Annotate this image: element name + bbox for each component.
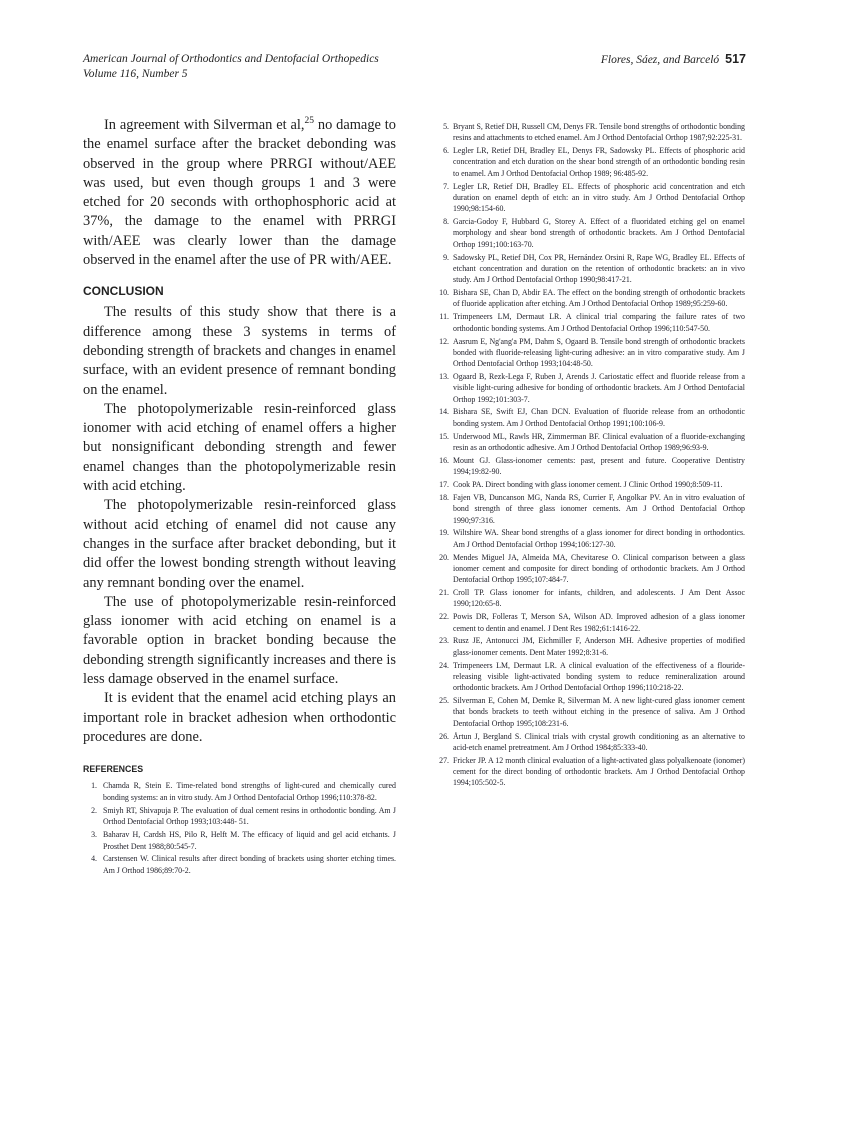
right-column xyxy=(436,121,745,790)
reference-number: 21. xyxy=(439,588,449,598)
references-list-left xyxy=(83,780,396,877)
reference-text: Fajen VB, Duncanson MG, Nanda RS, Currier F, Angolkar PV. An in vitro evaluation of bond strength of three glass ionomer cements. Am J Orthod Dentofacial Orthop 1990;97:316. xyxy=(453,492,745,525)
reference-text: Garcia-Godoy F, Hubbard G, Storey A. Effect of a fluoridated etching gel on enamel morphology and shear bond strength of orthodontic brackets. Am J Orthod Dentofacial Orthop 1991;100:163-70. xyxy=(453,217,745,249)
journal-volume: Volume 116, Number 5 xyxy=(83,68,188,80)
reference-text: Legler LR, Retief DH, Bradley EL. Effects of phosphoric acid concentration and etch duration on enamel depth of etch: an in vitro study. Am J Orthod Dentofacial Orthop 1990;98:154-60. xyxy=(453,181,745,214)
reference-item xyxy=(436,252,745,286)
text-run: no damage to the enamel surface after the bracket debonding was observed in the group where PRRGI without/AEE was used, but even though groups 1 and 3 were etched for 20 seconds with orthophosphoric acid at 37%, the damage to the enamel with PRRGI with/AEE was clearly lower than the damage observed in the enamel after the use of PR with/AEE. xyxy=(83,117,396,269)
reference-number: 18. xyxy=(439,492,449,502)
reference-item xyxy=(436,336,745,370)
reference-item xyxy=(436,455,745,478)
reference-number: 1. xyxy=(91,781,97,791)
reference-item xyxy=(436,635,745,658)
reference-item xyxy=(83,853,396,876)
running-header-left xyxy=(83,52,379,82)
reference-item xyxy=(436,731,745,754)
conclusion-paragraph: The results of this study show that there is a difference among these 3 systems in terms of debonding strength of brackets and changes in enamel surface, with an evident presence of remnant bonding on the enamel. xyxy=(83,304,396,398)
reference-number: 8. xyxy=(443,217,449,227)
intro-paragraph xyxy=(83,116,396,270)
reference-number: 17. xyxy=(439,480,449,490)
running-header-right xyxy=(601,52,746,68)
reference-item xyxy=(436,660,745,694)
reference-number: 22. xyxy=(439,612,449,622)
reference-text: Fricker JP. A 12 month clinical evaluation of a light-activated glass polyalkenoate (ionomer) cement for the direct bonding of orthodontic brackets. Am J Orthod Dentofacial Orthop 1994;105:502-5. xyxy=(453,755,745,788)
reference-item xyxy=(436,216,745,250)
conclusion-heading: CONCLUSION xyxy=(83,284,164,299)
reference-text: Legler LR, Retief DH, Bradley EL, Denys FR, Sadowsky PL. Effects of phosphoric acid concentration and etch duration on the shear bond strength of an orthodontic bonding resin to enamel. Am J Orthod Dentofacial Orthop 1989; 96:485-92. xyxy=(453,146,745,178)
reference-text: Sadowsky PL, Retief DH, Cox PR, Hernández Orsini R, Rape WG, Bradley EL. Effects of etchant concentration and duration on the retention of orthodontic brackets: an in vivo study. Am J Orthod Dentofacial Orthop 1990;98:417-21. xyxy=(453,252,745,285)
reference-text: Smiyh RT, Shivapuja P. The evaluation of dual cement resins in orthodontic bonding. Am J Orthod Dentofacial Orthop 1993;103:448- 51. xyxy=(103,805,396,827)
reference-text: Mendes Miguel JA, Almeida MA, Chevitarese O. Clinical comparison between a glass ionomer cement and composite for direct bonding of orthodontic brackets. Am J Orthod Dentofacial Orthop 1995;107:484-7. xyxy=(453,552,745,585)
references-list-right xyxy=(436,121,745,789)
conclusion-paragraph: It is evident that the enamel acid etching plays an important role in bracket adhesion when orthodontic procedures are done. xyxy=(83,690,396,745)
reference-text: Silverman E, Cohen M, Demke R, Silverman M. A new light-cured glass ionomer cement that bonds brackets to teeth without etching in the presence of saliva. Am J Orthod Dentofacial Orthop 1995;108:231-6. xyxy=(453,696,745,728)
reference-item xyxy=(83,829,396,852)
reference-item xyxy=(436,479,745,490)
reference-text: Trimpeneers LM, Dermaut LR. A clinical evaluation of the effectiveness of a flouride-releasing visible light-activated bonding system to reduce remineralization around orthodontic brackets. Am J Orthod Dentofacial Orthop 1996;110:218-22. xyxy=(453,660,745,693)
reference-number: 9. xyxy=(443,252,449,262)
journal-title: American Journal of Orthodontics and Dentofacial Orthopedics xyxy=(83,53,379,65)
reference-text: Ogaard B, Rezk-Lega F, Ruben J, Arends J. Cariostatic effect and fluoride release from a visible light-curing adhesive for bonding of orthodontic brackets. Am J Orthod Dentofacial Orthop 1992;101:303-7. xyxy=(453,371,745,404)
reference-text: Bishara SE, Swift EJ, Chan DCN. Evaluation of fluoride release from an orthodontic bonding system. Am J Orthod Dentofacial Orthop 1991;100:106-9. xyxy=(453,407,745,428)
body-text xyxy=(83,116,396,747)
reference-item xyxy=(436,311,745,334)
reference-item xyxy=(83,780,396,803)
reference-number: 26. xyxy=(439,731,449,741)
reference-item xyxy=(436,406,745,429)
reference-item xyxy=(436,121,745,144)
reference-number: 14. xyxy=(439,407,449,417)
reference-item xyxy=(436,181,745,215)
reference-text: Trimpeneers LM, Dermaut LR. A clinical trial comparing the failure rates of two orthodontic bonding systems. Am J Orthod Dentofacial Orthop 1996;110:547-50. xyxy=(453,312,745,333)
page-number: 517 xyxy=(725,52,746,66)
reference-item xyxy=(436,287,745,310)
reference-item xyxy=(436,552,745,586)
reference-item xyxy=(436,371,745,405)
reference-item xyxy=(436,695,745,729)
reference-item xyxy=(436,492,745,526)
reference-number: 16. xyxy=(439,455,449,465)
reference-text: Bryant S, Retief DH, Russell CM, Denys FR. Tensile bond strengths of orthodontic bonding resins and attachments to etched enamel. Am J Orthod Dentofacial Orthop 1987;92:225-31. xyxy=(453,122,745,143)
reference-number: 3. xyxy=(91,830,97,840)
conclusion-paragraph: The use of photopolymerizable resin-reinforced glass ionomer with acid etching on enamel is a favorable option in bracket bonding because the debonding strength significantly increases and there is less damage observed in the enamel surface. xyxy=(83,593,396,688)
citation-superscript: 25 xyxy=(304,116,314,127)
reference-number: 7. xyxy=(443,181,449,191)
reference-text: Mount GJ. Glass-ionomer cements: past, present and future. Cooperative Dentistry 1994;19:82-90. xyxy=(453,455,745,477)
reference-text: Croll TP. Glass ionomer for infants, children, and adolescents. J Am Dent Assoc 1990;120:65-8. xyxy=(453,588,745,609)
reference-text: Wiltshire WA. Shear bond strengths of a glass ionomer for direct bonding in orthodontics. Am J Orthod Dentofacial Orthop 1994;106:127-30. xyxy=(453,528,745,549)
reference-text: Cook PA. Direct bonding with glass ionomer cement. J Clinic Orthod 1990;8:509-11. xyxy=(453,480,723,490)
reference-item xyxy=(436,755,745,789)
reference-number: 25. xyxy=(439,696,449,706)
reference-number: 5. xyxy=(443,122,449,131)
conclusion-paragraph: The photopolymerizable resin-reinforced glass without acid etching of enamel did not cause any changes in the surface after bracket debonding, but it did offer the lowest bonding strength without leaving any remnant bonding over the enamel. xyxy=(83,497,396,591)
reference-number: 10. xyxy=(439,288,449,298)
text-run: In agreement with Silverman et al, xyxy=(104,117,305,133)
reference-text: Bishara SE, Chan D, Abdir EA. The effect on the bonding strength of orthodontic brackets of fluoride application after etching. Am J Orthod Dentofacial Orthop 1989;95:259-60. xyxy=(453,288,745,309)
reference-item xyxy=(436,431,745,454)
references-heading: REFERENCES xyxy=(83,764,144,775)
reference-number: 11. xyxy=(439,312,449,322)
reference-number: 24. xyxy=(439,660,449,670)
reference-text: Powis DR, Folleras T, Merson SA, Wilson AD. Improved adhesion of a glass ionomer cement to dentin and enamel. J Dent Res 1982;61:1416-22. xyxy=(453,612,745,633)
authors: Flores, Sáez, and Barceló xyxy=(600,54,720,66)
reference-item xyxy=(436,527,745,550)
reference-text: Rusz JE, Antonucci JM, Eichmiller F, Anderson MH. Adhesive properties of modified glass-ionomer cements. Dent Mater 1992;8:31-6. xyxy=(453,636,745,657)
reference-text: Carstensen W. Clinical results after direct bonding of brackets using shorter etching times. Am J Orthod 1986;89:70-2. xyxy=(103,854,396,876)
reference-number: 27. xyxy=(439,755,449,765)
reference-number: 4. xyxy=(91,854,97,864)
reference-number: 20. xyxy=(439,552,449,562)
left-column xyxy=(83,116,396,878)
reference-item xyxy=(83,805,396,828)
reference-number: 2. xyxy=(91,805,97,815)
reference-number: 15. xyxy=(439,431,449,441)
reference-text: Baharav H, Cardsh HS, Pilo R, Helft M. The efficacy of liquid and gel acid etchants. J Prosthet Dent 1988;80:545-7. xyxy=(103,830,396,851)
reference-text: Underwood ML, Rawls HR, Zimmerman BF. Clinical evaluation of a fluoride-exchanging resin as an orthodontic adhesive. Am J Orthod Dentofacial Orthop 1989;96:93-9. xyxy=(453,431,745,452)
reference-text: Årtun J, Bergland S. Clinical trials with crystal growth conditioning as an alternative to acid-etch enamel pretreatment. Am J Orthod 1984;85:333-40. xyxy=(453,731,745,752)
reference-item xyxy=(436,611,745,634)
reference-number: 13. xyxy=(439,371,449,381)
reference-number: 12. xyxy=(439,336,449,346)
reference-item xyxy=(436,587,745,610)
conclusion-section xyxy=(83,303,396,747)
reference-number: 6. xyxy=(443,146,449,156)
conclusion-paragraph: The photopolymerizable resin-reinforced glass ionomer with acid etching of enamel offers a higher but nonsignificant debonding strength and fewer enamel changes than the photopolymerizable resin with acid etching. xyxy=(83,400,396,495)
reference-number: 19. xyxy=(439,528,449,538)
reference-text: Chamda R, Stein E. Time-related bond strengths of light-cured and chemically cured bonding systems: an in vitro study. Am J Orthod Dentofacial Orthop 1996;110:378-82. xyxy=(103,781,396,802)
reference-item xyxy=(436,145,745,179)
reference-text: Aasrum E, Ng'ang'a PM, Dahm S, Ogaard B. Tensile bond strength of orthodontic brackets bonded with fluoride-releasing light-curing adhesive: an in vitro comparative study. Am J Orthod Dentofacial Orthop 1993;104:48-50. xyxy=(453,336,745,369)
reference-number: 23. xyxy=(439,636,449,646)
